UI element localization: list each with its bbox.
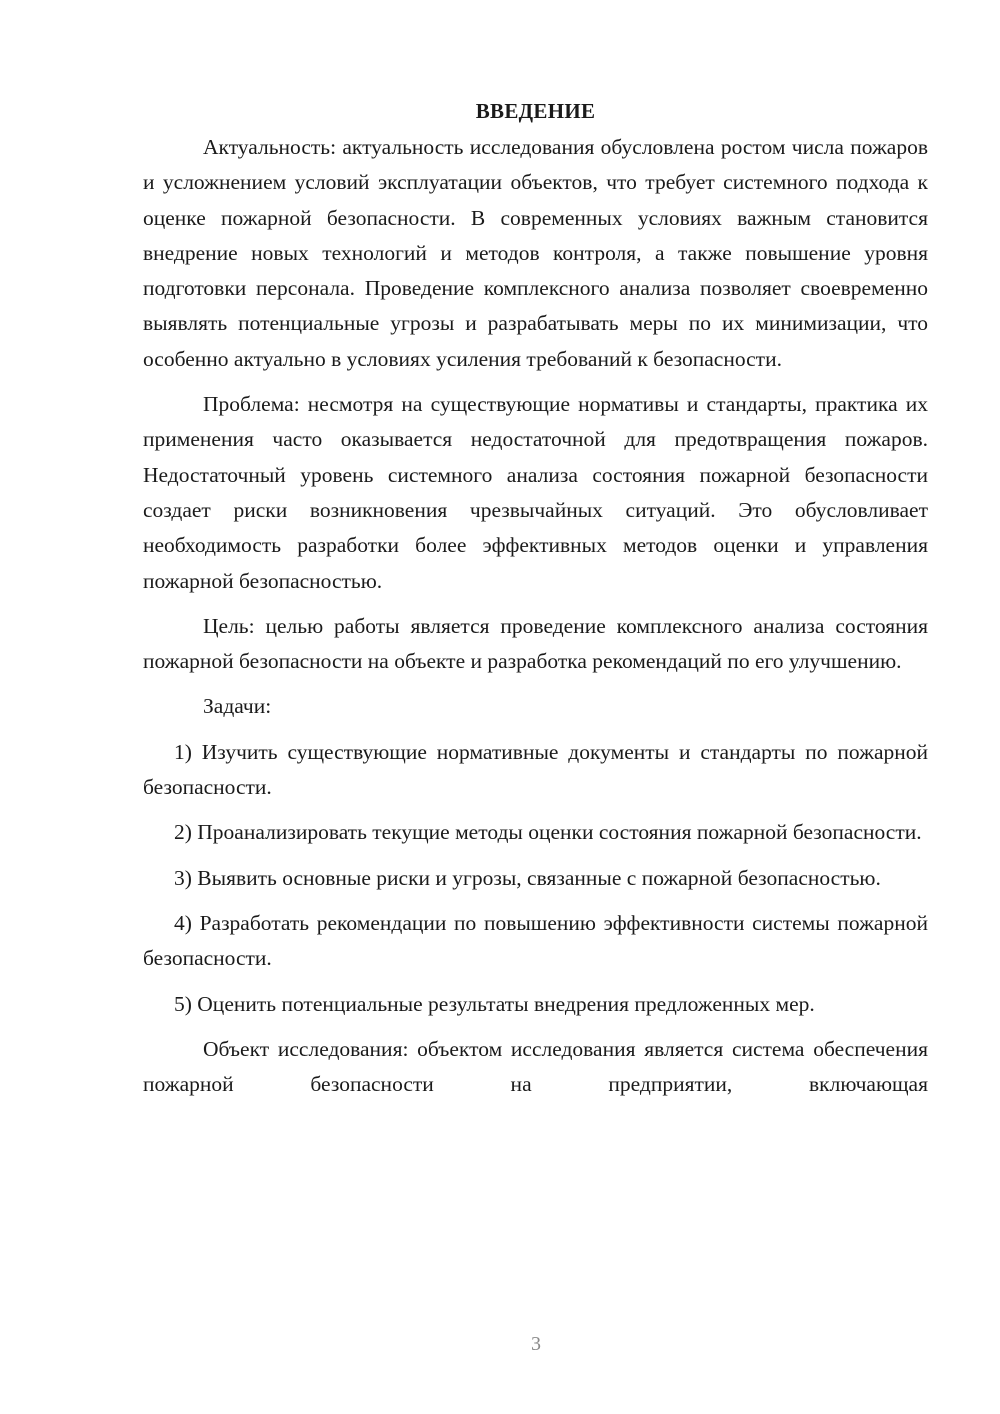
task-item-5: 5) Оценить потенциальные результаты внедрения предложенных мер. bbox=[174, 991, 815, 1016]
task-item-4: 4) Разработать рекомендации по повышению эффективности системы пожарной безопасности. bbox=[143, 910, 928, 971]
paragraph-object: Объект исследования: объектом исследования является система обеспечения пожарной безопасности на предприятии, включающая bbox=[143, 1036, 928, 1097]
paragraph-problem: Проблема: несмотря на существующие нормативы и стандарты, практика их применения часто оказывается недостаточной для предотвращения пожаров. Недостаточный уровень системного анализа состояния пожарной безопасности создает риски возникновения чрезвычайных ситуаций. Это обусловливает необходимость разработки более эффективных методов оценки и управления пожарной безопасностью. bbox=[143, 392, 928, 593]
page-title: ВВЕДЕНИЕ bbox=[475, 99, 596, 123]
paragraph-relevance: Актуальность: актуальность исследования обусловлена ростом числа пожаров и усложнением условий эксплуатации объектов, что требует системного подхода к оценке пожарной безопасности. В современных условиях важным становится внедрение новых технологий и методов контроля, а также повышение уровня подготовки персонала. Проведение комплексного анализа позволяет своевременно выявлять потенциальные угрозы и разрабатывать меры по их минимизации, что особенно актуально в условиях усиления требований к безопасности. bbox=[143, 135, 928, 371]
paragraph-goal: Цель: целью работы является проведение комплексного анализа состояния пожарной безопасности на объекте и разработка рекомендаций по его улучшению. bbox=[143, 613, 928, 674]
task-item-2: 2) Проанализировать текущие методы оценки состояния пожарной безопасности. bbox=[174, 820, 922, 845]
task-item-1: 1) Изучить существующие нормативные документы и стандарты по пожарной безопасности. bbox=[143, 739, 928, 800]
page-number: 3 bbox=[531, 1333, 541, 1355]
tasks-label: Задачи: bbox=[203, 694, 272, 719]
document-page bbox=[143, 96, 928, 1112]
task-item-3: 3) Выявить основные риски и угрозы, связанные с пожарной безопасностью. bbox=[174, 865, 881, 890]
